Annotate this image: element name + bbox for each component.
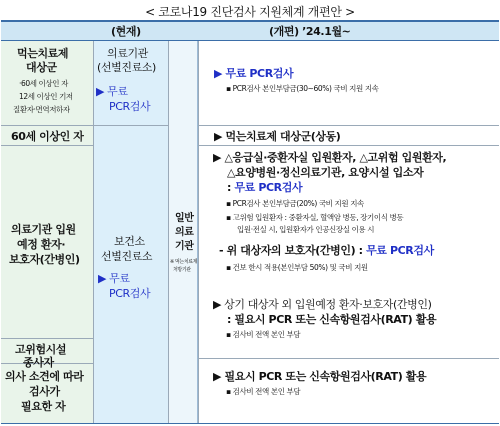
row1-label-line2: 대상군 xyxy=(26,61,57,74)
b4-note: ▪ 건보 한시 적용(본인부담 50%) 및 국비 지원 xyxy=(226,263,368,272)
row4-label-line3: 보호자(간병인) xyxy=(9,253,80,266)
header-current: (현재) xyxy=(111,25,141,38)
hc-pcr-line1: ▶ 무료 xyxy=(98,272,130,285)
row1-label-line1: 먹는치료제 xyxy=(17,47,69,60)
b3-line2: △요양병원·정신의료기관, 요양시설 입소자 xyxy=(227,166,424,179)
row6-label-line1: 의사 소견에 따라 xyxy=(5,370,84,383)
b3-line1: ▶ △응급실·중환자실 입원환자, △고위험 입원환자, xyxy=(213,151,447,164)
row1-sub-line1: ·60세 이상인 자 xyxy=(19,79,68,88)
b6-title: ▶ 필요시 PCR 또는 신속항원검사(RAT) 활용 xyxy=(213,370,427,383)
row5-label-line2: 종사자 xyxy=(23,356,54,369)
b4-title-a: - 위 대상자의 보호자(간병인) : xyxy=(219,244,367,257)
b5-line1: ▶ 상기 대상자 외 입원예정 환자·보호자(간병인) xyxy=(213,298,432,311)
row6-label-line2: 검사가 xyxy=(29,385,60,398)
b1-title: ▶ 무료 PCR검사 xyxy=(214,67,294,80)
row4-label-line1: 의료기관 입원 xyxy=(11,223,76,236)
row6-label-line3: 필요한 자 xyxy=(21,400,66,413)
b3-free-pcr: 무료 PCR검사 xyxy=(234,181,303,194)
page-title: < 코로나19 진단검사 지원체계 개편안 > xyxy=(145,5,355,19)
comparison-table xyxy=(1,20,499,424)
general-line3: 기관 xyxy=(175,241,194,252)
b3-colon: : xyxy=(227,181,235,194)
general-note-line1: ※ 먹는치료제 xyxy=(170,259,198,265)
health-center: 보건소 xyxy=(114,235,145,248)
b3-line3 xyxy=(227,179,302,195)
row1-sub-line3: 질환자·면역저하자 xyxy=(13,105,70,114)
b6-note: ▪ 검사비 전액 본인 부담 xyxy=(226,387,301,396)
clinic-pcr-line2: PCR검사 xyxy=(109,100,151,113)
general-note-line2: 처방기관 xyxy=(173,267,191,273)
b5-line2: : 필요시 PCR 또는 신속항원검사(RAT) 활용 xyxy=(227,313,437,326)
clinic-name: 의료기관 xyxy=(107,47,148,60)
health-center-sub: 선별진료소 xyxy=(101,250,153,263)
header-reform: (개편) ’24.1월~ xyxy=(269,25,351,38)
hc-pcr-line2: PCR검사 xyxy=(109,287,151,300)
b4-title xyxy=(219,242,434,258)
general-line2: 의료 xyxy=(175,227,194,238)
clinic-sub: (선별진료소) xyxy=(97,61,156,74)
row3-label: 60세 이상인 자 xyxy=(11,130,84,143)
header-current-cell xyxy=(1,20,168,41)
clinic-pcr-line1: ▶ 무료 xyxy=(96,85,128,98)
b2-title: ▶ 먹는치료제 대상군(상동) xyxy=(214,130,341,143)
b1-note: ▪ PCR검사 본인부담금(30~60%) 국비 지원 지속 xyxy=(226,84,379,93)
row1-sub-line2: 12세 이상인 기저 xyxy=(19,92,73,101)
general-line1: 일반 xyxy=(175,213,194,224)
row5-label-line1: 고위험시설 xyxy=(15,343,67,356)
b3-note2-line1: ▪ 고위험 입원환자 : 중환자실, 혈액암 병동, 장기이식 병동 xyxy=(226,213,404,222)
b4-free-pcr: 무료 PCR검사 xyxy=(366,244,434,257)
b5-note: ▪ 검사비 전액 본인 부담 xyxy=(226,330,301,339)
b3-note1: ▪ PCR검사 본인부담금(20%) 국비 지원 지속 xyxy=(226,199,364,208)
b3-note2-line2: 입원·전실 시, 입원환자가 인공신장실 이용 시 xyxy=(237,225,375,234)
row4-label-line2: 예정 환자· xyxy=(17,238,66,251)
